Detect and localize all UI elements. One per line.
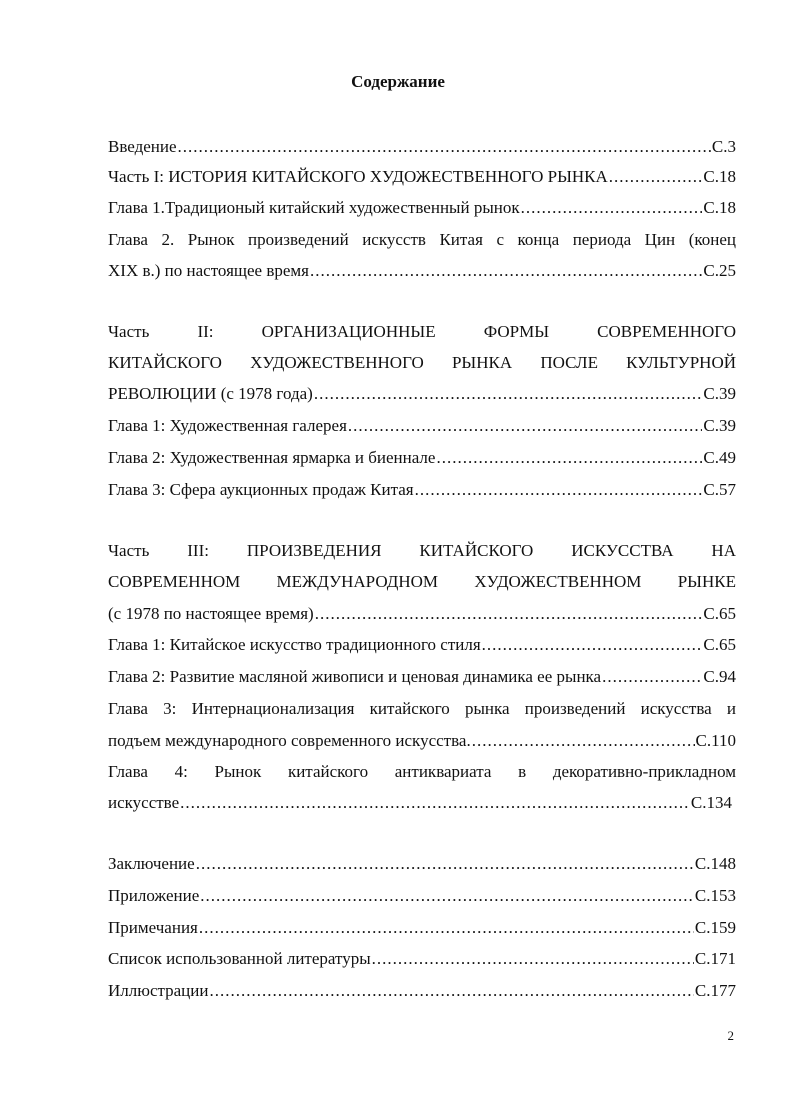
toc-entry-label: подъем международного современного искусства. (108, 731, 471, 750)
toc-entry-label: Глава 1.Традиционый китайский художественный рынок (108, 198, 520, 217)
toc-entry-part-2-chapter-3 (108, 478, 736, 502)
toc-entry-part-3-chapter-4-line-1: Глава 4: Рынок китайского антиквариата в декоративно-прикладном (108, 762, 736, 781)
toc-entry-part-1-chapter-2-line-1: Глава 2. Рынок произведений искусств Китая с конца периода Цин (конец (108, 230, 736, 249)
toc-entry-page: С.171 (694, 949, 736, 968)
leader-dots (348, 414, 703, 438)
leader-dots (436, 446, 702, 470)
toc-entry-label: Глава 2: Развитие масляной живописи и ценовая динамика ее рынка (108, 667, 602, 686)
toc-entry-page: С.39 (703, 416, 736, 435)
leader-dots (472, 729, 695, 753)
leader-dots (521, 196, 703, 220)
toc-entry-appendix (108, 884, 736, 908)
toc-entry-label: Глава 3: Сфера аукционных продаж Китая (108, 480, 414, 499)
toc-entry-part-3-line-1: Часть III: ПРОИЗВЕДЕНИЯ КИТАЙСКОГО ИСКУССТВА НА (108, 541, 736, 560)
toc-entry-page: С.39 (703, 384, 736, 403)
toc-entry-notes (108, 916, 736, 940)
toc-entry-part-1-chapter-2 (108, 259, 736, 283)
toc-entry-part-2 (108, 382, 736, 406)
toc-entry-part-3 (108, 602, 736, 626)
toc-entry-page: С.177 (694, 981, 736, 1000)
toc-entry-label: (с 1978 по настоящее время) (108, 604, 314, 623)
toc-entry-page: С.18 (703, 167, 736, 186)
leader-dots (180, 791, 690, 815)
toc-entry-label: Часть I: ИСТОРИЯ КИТАЙСКОГО ХУДОЖЕСТВЕННОГО РЫНКА (108, 167, 608, 186)
leader-dots (196, 852, 694, 876)
leader-dots (315, 602, 703, 626)
toc-entry-part-3-chapter-2 (108, 665, 736, 689)
toc-entry-page: С.94 (703, 667, 736, 686)
leader-dots (199, 916, 694, 940)
toc-entry-label: Введение (108, 137, 177, 156)
toc-entry-part-3-chapter-3-line-1: Глава 3: Интернационализация китайского рынка произведений искусства и (108, 699, 736, 718)
toc-entry-part-2-line-2: КИТАЙСКОГО ХУДОЖЕСТВЕННОГО РЫНКА ПОСЛЕ КУЛЬТУРНОЙ (108, 353, 736, 372)
toc-entry-part-3-chapter-3 (108, 729, 736, 753)
page-number: 2 (727, 1028, 734, 1043)
toc-entry-page: С.153 (694, 886, 736, 905)
toc-entry-part-2-chapter-2 (108, 446, 736, 470)
toc-entry-illustrations (108, 979, 736, 1003)
toc-entry-part-1-chapter-1 (108, 196, 736, 220)
toc-entry-label: XIX в.) по настоящее время (108, 261, 309, 280)
toc-entry-bibliography (108, 947, 736, 971)
toc-entry-page: С.25 (703, 261, 736, 280)
toc-entry-part-3-chapter-4 (108, 791, 732, 815)
toc-entry-page: С.148 (694, 854, 736, 873)
leader-dots (310, 259, 702, 283)
toc-entry-label: Глава 1: Китайское искусство традиционного стиля (108, 635, 481, 654)
toc-entry-page: С.134 (690, 793, 732, 812)
toc-entry-introduction (108, 135, 736, 159)
leader-dots (178, 135, 711, 159)
toc-entry-label: Глава 2: Художественная ярмарка и биеннале (108, 448, 436, 467)
toc-entry-label: Примечания (108, 918, 198, 937)
leader-dots (602, 665, 702, 689)
toc-entry-label: искусстве (108, 793, 180, 812)
toc-entry-part-2-chapter-1 (108, 414, 736, 438)
toc-entry-page: С.3 (711, 137, 736, 156)
leader-dots (200, 884, 694, 908)
leader-dots (314, 382, 703, 406)
toc-entry-page: С.49 (703, 448, 736, 467)
leader-dots (209, 979, 693, 1003)
leader-dots (609, 165, 703, 189)
toc-title: Содержание (351, 72, 445, 91)
toc-entry-label: Приложение (108, 886, 200, 905)
leader-dots (482, 633, 703, 657)
toc-entry-page: С.110 (695, 731, 736, 750)
toc-entry-label: Список использованной литературы (108, 949, 371, 968)
leader-dots (415, 478, 703, 502)
toc-entry-label: Глава 1: Художественная галерея (108, 416, 347, 435)
toc-entry-label: Заключение (108, 854, 195, 873)
toc-entry-page: С.57 (703, 480, 736, 499)
leader-dots (372, 947, 694, 971)
toc-entry-part-3-chapter-1 (108, 633, 736, 657)
toc-entry-page: С.65 (703, 635, 736, 654)
toc-entry-part-1 (108, 165, 736, 189)
toc-entry-part-3-line-2: СОВРЕМЕННОМ МЕЖДУНАРОДНОМ ХУДОЖЕСТВЕННОМ РЫНКЕ (108, 572, 736, 591)
toc-entry-page: С.65 (703, 604, 736, 623)
toc-entry-label: РЕВОЛЮЦИИ (с 1978 года) (108, 384, 313, 403)
toc-entry-page: С.18 (703, 198, 736, 217)
toc-entry-conclusion (108, 852, 736, 876)
toc-entry-page: С.159 (694, 918, 736, 937)
toc-entry-part-2-line-1: Часть II: ОРГАНИЗАЦИОННЫЕ ФОРМЫ СОВРЕМЕННОГО (108, 322, 736, 341)
toc-entry-label: Иллюстрации (108, 981, 209, 1000)
